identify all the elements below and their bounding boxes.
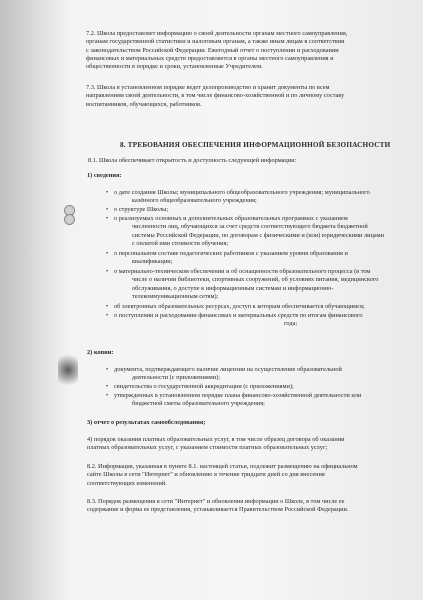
text-line: года;	[284, 320, 298, 328]
list-item: о структуре Школы;	[114, 206, 169, 213]
list-item	[114, 366, 342, 383]
text-line: о персональном составе педагогических работников с указанием уровня образования и	[114, 250, 348, 257]
text-line: соответствующих изменений.	[87, 479, 167, 487]
bullet-icon: •	[106, 392, 109, 399]
bullet-icon: •	[106, 268, 109, 275]
text-line: квалификации;	[132, 258, 173, 266]
text-line: о материально-техническом обеспечении и об оснащенности образовательного процесса (в том	[114, 268, 371, 275]
text-line: сайте Школы в сети "Интернет" и обновлению в течение тридцати дней со дня внесения	[87, 471, 325, 479]
text-line: числе о наличии библиотеки, спортивных сооружений, об условиях питания, медицинского	[132, 276, 379, 284]
bullet-icon: •	[106, 206, 109, 213]
paragraph-7-3	[86, 84, 344, 109]
subsection-2-heading: 2) копии:	[87, 349, 114, 356]
list-item	[114, 312, 363, 329]
text-line: утвержденных в установленном порядке плана финансово-хозяйственной деятельности или	[114, 392, 362, 399]
list-item	[114, 250, 348, 267]
list-item: об электронных образовательных ресурсах, доступ к которым обеспечивается обучающимся;	[114, 303, 365, 310]
text-line: 7.3. Школа в установленном порядке ведет делопроизводство и хранит документы по всем	[86, 84, 330, 91]
paragraph-8-1: 8.1. Школа обеспечивает открытость и доступность следующей информации:	[88, 157, 297, 164]
paragraph-8-3	[87, 498, 348, 515]
text-line: с оплатой ими стоимости обучения;	[132, 239, 229, 247]
bullet-icon: •	[106, 312, 109, 319]
section-title: 8. ТРЕБОВАНИЯ ОБЕСПЕЧЕНИЯ ИНФОРМАЦИОННОЙ БЕЗОПАСНОСТИ	[120, 141, 391, 149]
bullet-icon: •	[106, 366, 109, 373]
text-line: деятельности (с приложениями);	[132, 374, 221, 382]
list-item	[114, 189, 370, 206]
bullet-icon: •	[106, 250, 109, 257]
subsection-3-heading: 3) отчет о результатах самообследования;	[87, 419, 206, 426]
subsection-4	[87, 436, 344, 453]
text-line: телекоммуникационным сетям);	[132, 292, 219, 300]
text-line: документа, подтверждающего наличие лицензии на осуществление образовательной	[114, 366, 342, 373]
text-line: 8.2. Информация, указанная в пункте 8.1. настоящей статьи, подлежит размещению на официальном	[87, 463, 358, 470]
text-line: органам государственной статистики и налоговым органам, а также иным лицам в соответствии	[86, 38, 345, 46]
text-line: содержание и форма ее представления, устанавливается Правительством Российской Федерации.	[87, 506, 349, 514]
scan-edge-shadow	[0, 0, 70, 600]
binder-hole-bottom	[64, 214, 75, 225]
bullet-icon: •	[106, 215, 109, 222]
list-item	[114, 215, 384, 248]
paragraph-8-2	[87, 463, 358, 488]
text-line: платных образовательных услуг, с указанием стоимости платных образовательных услуг;	[87, 444, 328, 452]
text-line: о дате создания Школы; муниципального общеобразовательного учреждения; муниципального	[114, 189, 370, 196]
text-line: финансовых и материальных средств предоставляется в органы местного самоуправления и	[86, 54, 334, 62]
list-item	[114, 392, 361, 409]
text-line: обслуживания, о доступе к информационным системам и информационно-	[132, 284, 334, 292]
ink-smudge	[58, 350, 78, 390]
bullet-icon: •	[106, 303, 109, 310]
text-line: 8.3. Порядок размещения в сети "Интернет" и обновления информации о Школе, в том числе ее	[87, 498, 345, 505]
text-line: о поступлении и расходовании финансовых и материальных средств по итогам финансового	[114, 312, 363, 319]
text-line: системы Российской Федерации, по договорам с физическими и (или) юридическими лицами	[132, 231, 385, 239]
bullet-icon: •	[106, 189, 109, 196]
text-line: бюджетной сметы образовательного учреждения;	[132, 400, 265, 408]
list-item: свидетельства о государственной аккредитации (с приложениями);	[114, 383, 294, 390]
text-line: численности лиц, обучающихся за счет средств соответствующего бюджета бюджетной	[132, 223, 368, 231]
list-item	[114, 268, 378, 301]
text-line: воспитанников, обучающихся, работников.	[86, 100, 202, 108]
text-line: общественности в порядке и сроки, установленные Учредителем.	[86, 63, 263, 71]
subsection-1-heading: 1) сведения:	[87, 172, 122, 179]
text-line: 7.2. Школа предоставляет информацию о своей деятельности органам местного самоуправления,	[86, 30, 348, 37]
text-line: 4) порядок оказания платных образовательных услуг, в том числе образец договора об оказании	[87, 436, 345, 443]
text-line: направлениям своей деятельности, в том числе финансово-хозяйственной и по личному составу	[86, 92, 345, 100]
text-line: казённого общеобразовательного учреждения;	[132, 197, 257, 205]
text-line: с законодательством Российской Федерации. Ежегодный отчет о поступлении и расходовании	[86, 46, 339, 54]
text-line: о реализуемых основных и дополнительных образовательных программах с указанием	[114, 215, 348, 222]
paragraph-7-2	[86, 30, 347, 71]
bullet-icon: •	[106, 383, 109, 390]
